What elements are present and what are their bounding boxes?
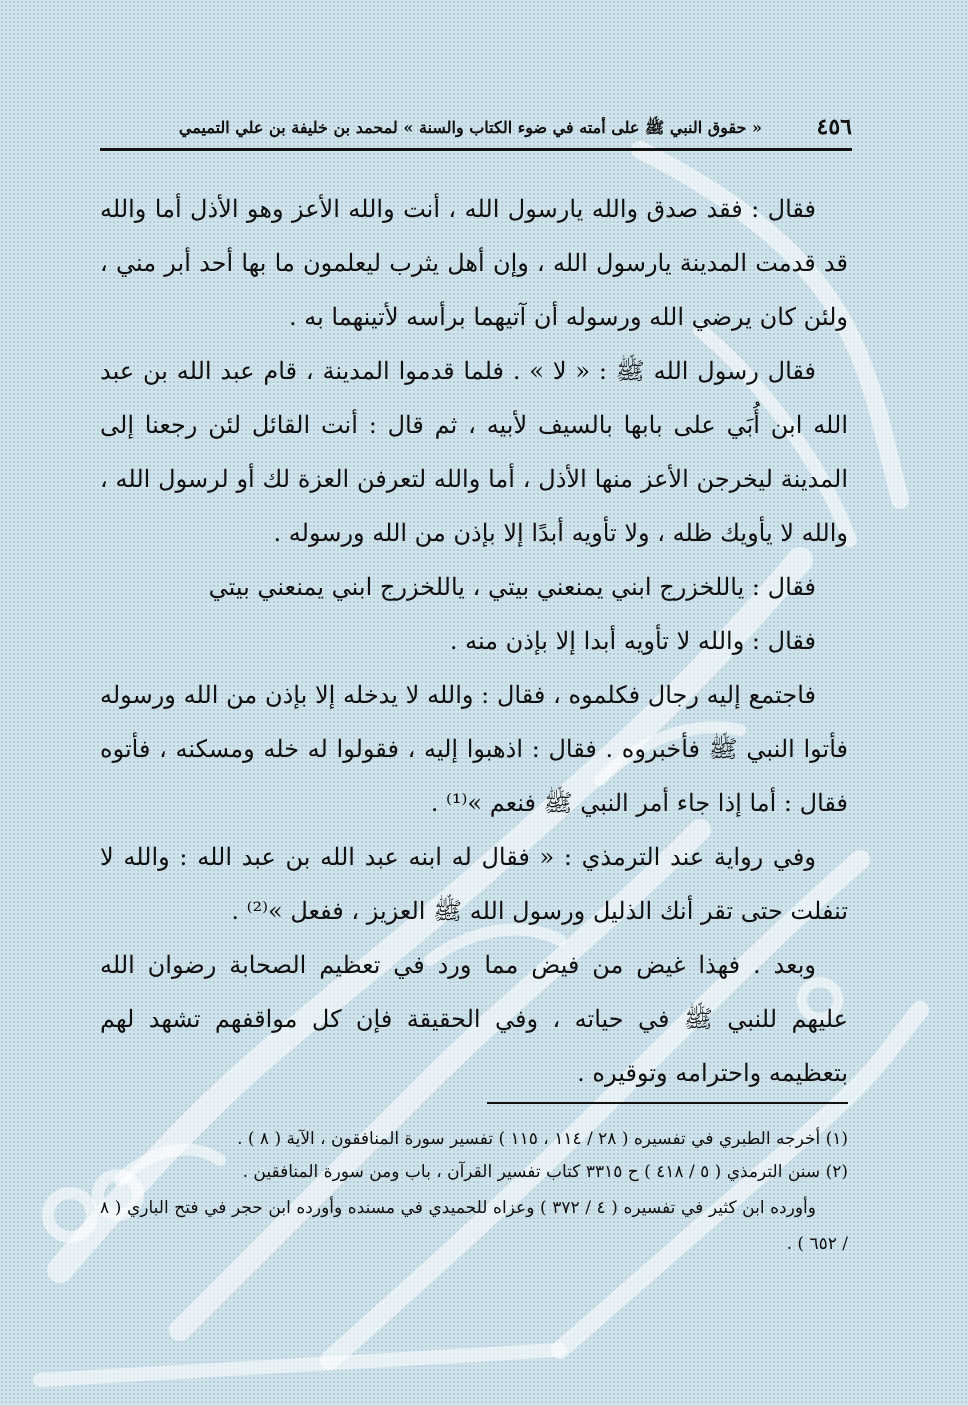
- paragraph-4: فقال : والله لا تأويه أبدا إلا بإذن منه .: [449, 627, 816, 655]
- paragraph-7: وبعد . فهذا غيض من فيض مما ورد في تعظيم الصحابة رضوان الله عليهم للنبي ﷺ في حياته ، وفي الحقيقة فإن كل مواقفهم تشهد لهم بتعظيمه واحترامه وتوقيره .: [100, 951, 848, 1087]
- footnotes: [100, 1124, 848, 1264]
- main-text: [100, 182, 848, 1100]
- footnote-1: (١) أخرجه الطبري في تفسيره ( ٢٨ / ١١٤ ، ١١٥ ) تفسير سورة المنافقون ، الآية ( ٨ ) .: [237, 1129, 848, 1149]
- paragraph-3: فقال : ياللخزرج ابني يمنعني بيتي ، ياللخزرج ابني يمنعني بيتي: [208, 573, 816, 601]
- footnote-2: (٢) سنن الترمذي ( ٥ / ٤١٨ ) ح ٣٣١٥ كتاب تفسير القرآن ، باب ومن سورة المنافقين .: [242, 1162, 848, 1182]
- running-header: [100, 112, 852, 151]
- running-title: « حقوق النبي ﷺ على أمته في ضوء الكتاب والسنة » لمحمد بن خليفة بن علي التميمي: [178, 118, 762, 137]
- footnote-separator: [487, 1102, 848, 1104]
- paragraph-5: فاجتمع إليه رجال فكلموه ، فقال : والله لا يدخله إلا بإذن من الله ورسوله فأتوا النبي ﷺ فأخبروه . فقال : اذهبوا إليه ، فقولوا له خله ومسكنه ، فأتوه فقال : أما إذا جاء أمر النبي ﷺ فنعم »⁽¹⁾ .: [100, 681, 848, 817]
- paragraph-6: وفي رواية عند الترمذي : « فقال له ابنه عبد الله بن عبد الله : والله لا تنفلت حتى تقر أنك الذليل ورسول الله ﷺ العزيز ، ففعل »⁽²⁾ .: [100, 843, 848, 925]
- page-number: ٤٥٦: [816, 114, 852, 140]
- paragraph-2: فقال رسول الله ﷺ : « لا » . فلما قدموا المدينة ، قام عبد الله بن عبد الله ابن أُبَي على بابها بالسيف لأبيه ، ثم قال : أنت القائل لئن رجعنا إلى المدينة ليخرجن الأعز منها الأذل ، أما والله لتعرفن العزة لك أو لرسول الله ، والله لا يأويك ظله ، ولا تأويه أبدًا إلا بإذن من الله ورسوله .: [100, 357, 848, 547]
- footnote-2-continuation: وأورده ابن كثير في تفسيره ( ٤ / ٣٧٢ ) وعزاه للحميدي في مسنده وأورده ابن حجر في فتح الباري ( ٨ / ٦٥٢ ) .: [100, 1198, 848, 1254]
- paragraph-1: فقال : فقد صدق والله يارسول الله ، أنت والله الأعز وهو الأذل أما والله قد قدمت المدينة يارسول الله ، وإن أهل يثرب ليعلمون ما بها أحد أبر مني ، ولئن كان يرضي الله ورسوله أن آتيهما برأسه لأتينهما به .: [100, 195, 848, 331]
